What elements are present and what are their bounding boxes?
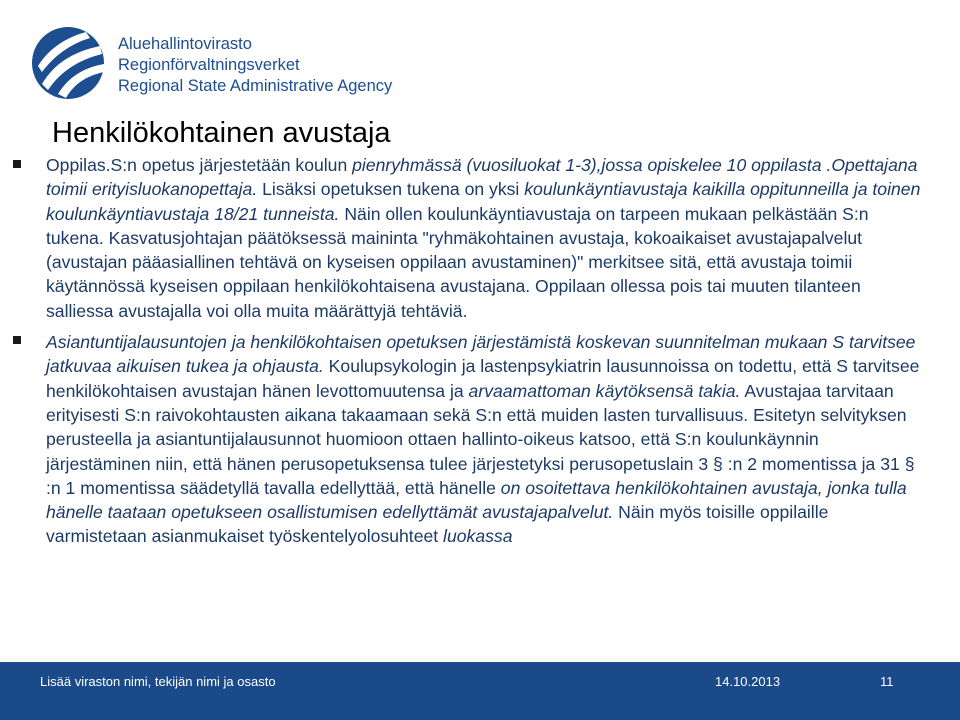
text-segment-italic: arvaamattoman käytöksensä takia.: [468, 380, 741, 401]
logo-wordmark: [118, 34, 392, 97]
text-segment: Oppilas.S:n opetus järjestetään koulun: [46, 155, 353, 175]
agency-logo-mark-icon: [28, 24, 108, 102]
slide-content: [0, 153, 960, 549]
slide-footer: [0, 662, 960, 720]
text-segment: Koulupsykologin ja lastenpsykiatrin lausunnoissa on todettu, että S tarvitsee henkilökohtaisen avustajan hänen levottomuutensa ja: [46, 356, 920, 401]
agency-logo: [20, 22, 400, 104]
text-segment-italic: on osoitettava henkilökohtainen avustaja, jonka tulla hänelle taataan opetukseen osallistumisen edellyttämät avustajapalvelut.: [46, 477, 907, 523]
footer-presenter: Lisää viraston nimi, tekijän nimi ja osasto: [40, 674, 276, 689]
text-segment: Näin myös toisille oppilaille varmistetaan asianmukaiset työskentelyolosuhteet: [46, 502, 829, 547]
text-segment-italic: koulunkäyntiavustaja kaikilla oppitunneilla ja toinen koulunkäyntiavustaja 18/21 tunneista.: [46, 179, 921, 224]
text-segment: Avustajaa tarvitaan erityisesti S:n raivokohtausten aikana takaamaan sekä S:n että muiden lasten turvallisuus. Esitetyn selvityksen perusteella ja asiantuntijalausunnot huomioon ottaen hallinto-oikeus katsoo, että S:n koulunkäynnin järjestäminen niin, että hänen perusopetuksensa tulee järjestetyksi perusopetuslain 3 § :n 2 momentissa ja 31 § :n 1 momentissa säädetyllä tavalla edellyttää, että hänelle: [46, 380, 915, 498]
text-segment: Lisäksi opetuksen tukena on yksi: [257, 179, 525, 200]
text-segment: Näin ollen koulunkäyntiavustaja on tarpeen mukaan pelkästään S:n tukena. Kasvatusjohtajan päätöksessä maininta "ryhmäkohtainen avustaja, kokoaikaiset avustajapalvelut (avustajan pääasiallinen tehtävä on kyseisen oppilaan avustaminen)" merkitsee sitä, että avustaja toimii käytännössä kyseisen oppilaan henkilökohtaisena avustajana. Oppilaan ollessa pois tai muuten tilanteen salliessa avustajalla voi olla muita määrättyjä tehtäviä.: [46, 203, 869, 321]
bullet-item-2: [0, 330, 926, 549]
footer-date: 14.10.2013: [715, 674, 781, 689]
footer-page-number: 11: [880, 674, 894, 689]
slide-title: Henkilökohtainen avustaja: [52, 117, 391, 149]
text-segment-italic: Asiantuntijalausuntojen ja henkilökohtaisen opetuksen järjestämistä koskevan suunnitelman mukaan S tarvitsee jatkuvaa aikuisen tukea ja ohjausta.: [46, 332, 916, 377]
text-segment-italic: luokassa: [443, 526, 513, 547]
logo-line-swedish: Regionförvaltningsverket: [118, 56, 300, 74]
square-bullet-icon: [13, 336, 21, 344]
logo-line-english: Regional State Administrative Agency: [118, 77, 393, 95]
text-segment-italic: pienryhmässä (vuosiluokat 1-3),jossa opiskelee 10 oppilasta .Opettajana toimii erityisluokanopettaja.: [46, 155, 918, 200]
square-bullet-icon: [13, 160, 21, 168]
bullet-paragraph: [46, 153, 926, 323]
logo-line-finnish: Aluehallintovirasto: [118, 35, 252, 53]
bullet-item-1: [0, 153, 926, 323]
bullet-paragraph: [46, 330, 926, 549]
